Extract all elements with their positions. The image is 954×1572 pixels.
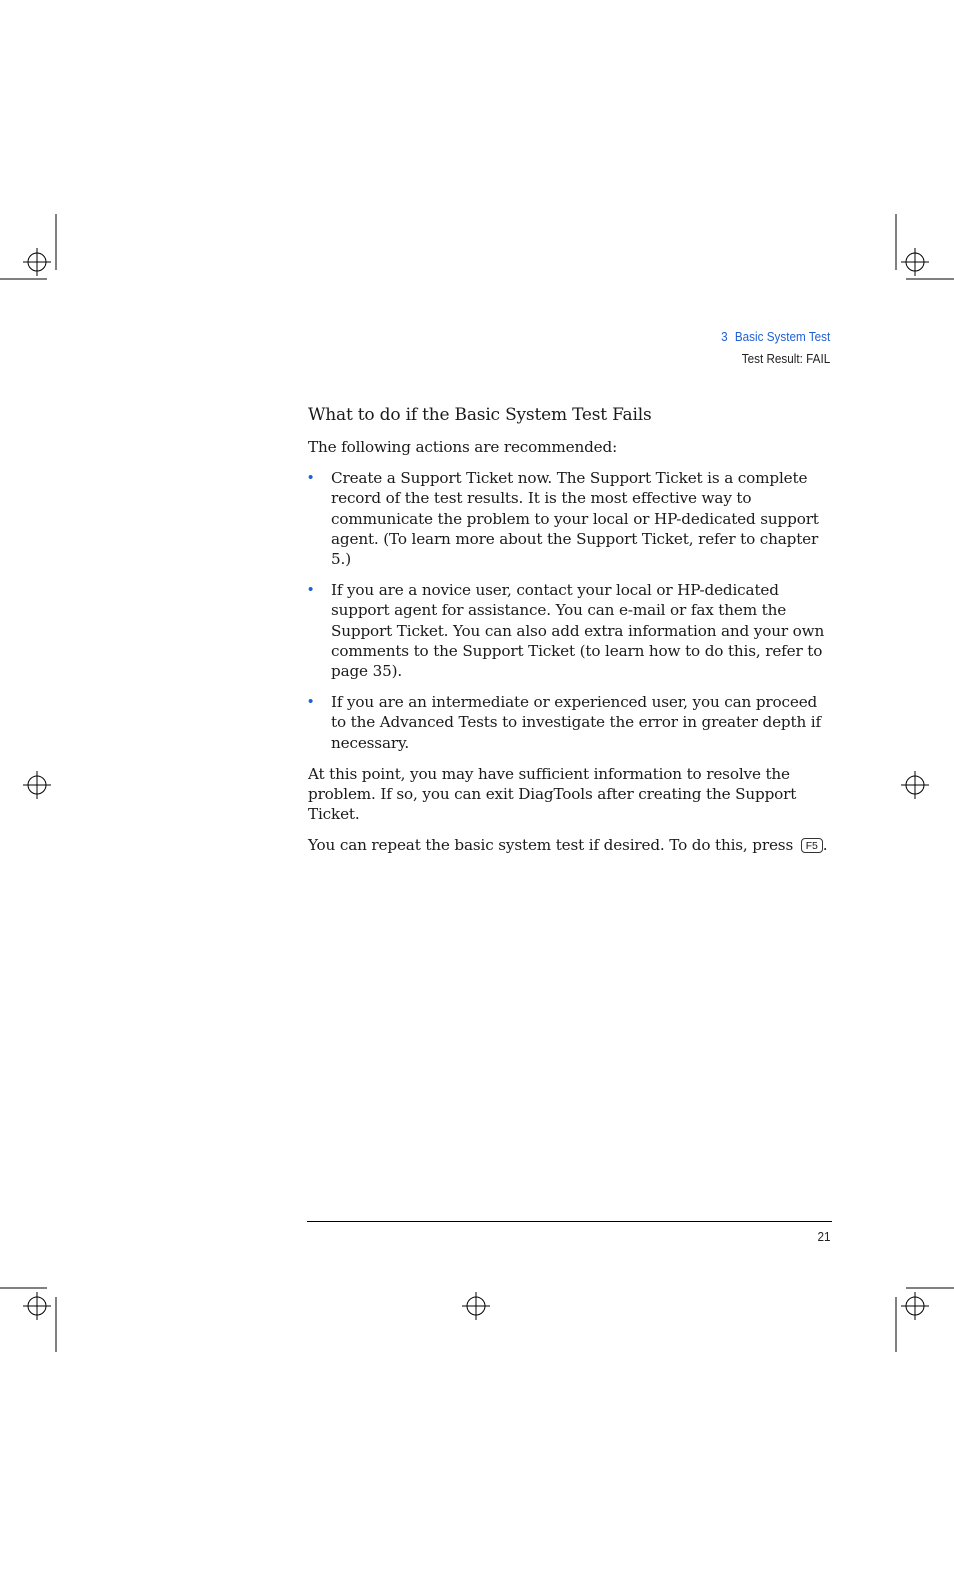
f5-key-icon: F5 [801,838,823,853]
running-header [721,327,830,369]
registration-mark-icon [901,1292,929,1320]
sentence-end: . [822,836,828,855]
intro-paragraph: The following actions are recommended: [308,438,618,456]
registration-mark-icon [901,248,929,276]
list-item [308,580,836,681]
list-item-text: If you are an intermediate or experienced user, you can proceed to the Advanced Tests to investigate the error in greater depth if necessary. [331,693,821,752]
chapter-number: 3 [720,329,728,344]
registration-mark-icon [462,1292,490,1320]
bullet-icon: • [308,693,314,711]
registration-mark-icon [901,771,929,799]
section-heading: What to do if the Basic System Test Fails [308,405,652,425]
bullet-icon: • [308,469,314,487]
registration-mark-icon [23,1292,51,1320]
footer-divider [307,1221,832,1222]
list-item-text: Create a Support Ticket now. The Support Ticket is a complete record of the test results. It is the most effective way to communicate the problem to your local or HP-dedicated support agent. (To learn more about the Support Ticket, refer to chapter 5.) [331,469,819,569]
registration-mark-icon [23,248,51,276]
list-item-text: If you are a novice user, contact your local or HP-dedicated support agent for assistance. You can e-mail or fax them the Support Ticket. You can also add extra information and your own comments to the Support Ticket (to learn how to do this, refer to page 35). [331,581,825,681]
bullet-icon: • [308,581,314,599]
resolution-paragraph: At this point, you may have sufficient information to resolve the problem. If so, you can exit DiagTools after creating the Support Ticket. [308,764,797,824]
list-item [308,692,836,753]
registration-mark-icon [23,771,51,799]
recommended-actions-list [308,468,836,753]
repeat-test-text: You can repeat the basic system test if desired. To do this, press [308,836,794,855]
page-content [308,403,836,867]
repeat-test-paragraph [308,835,836,855]
chapter-title: Basic System Test [734,329,830,344]
chapter-header [721,327,830,347]
list-item [308,468,836,569]
section-title: Test Result: FAIL [741,351,830,366]
page-number: 21 [816,1229,830,1244]
